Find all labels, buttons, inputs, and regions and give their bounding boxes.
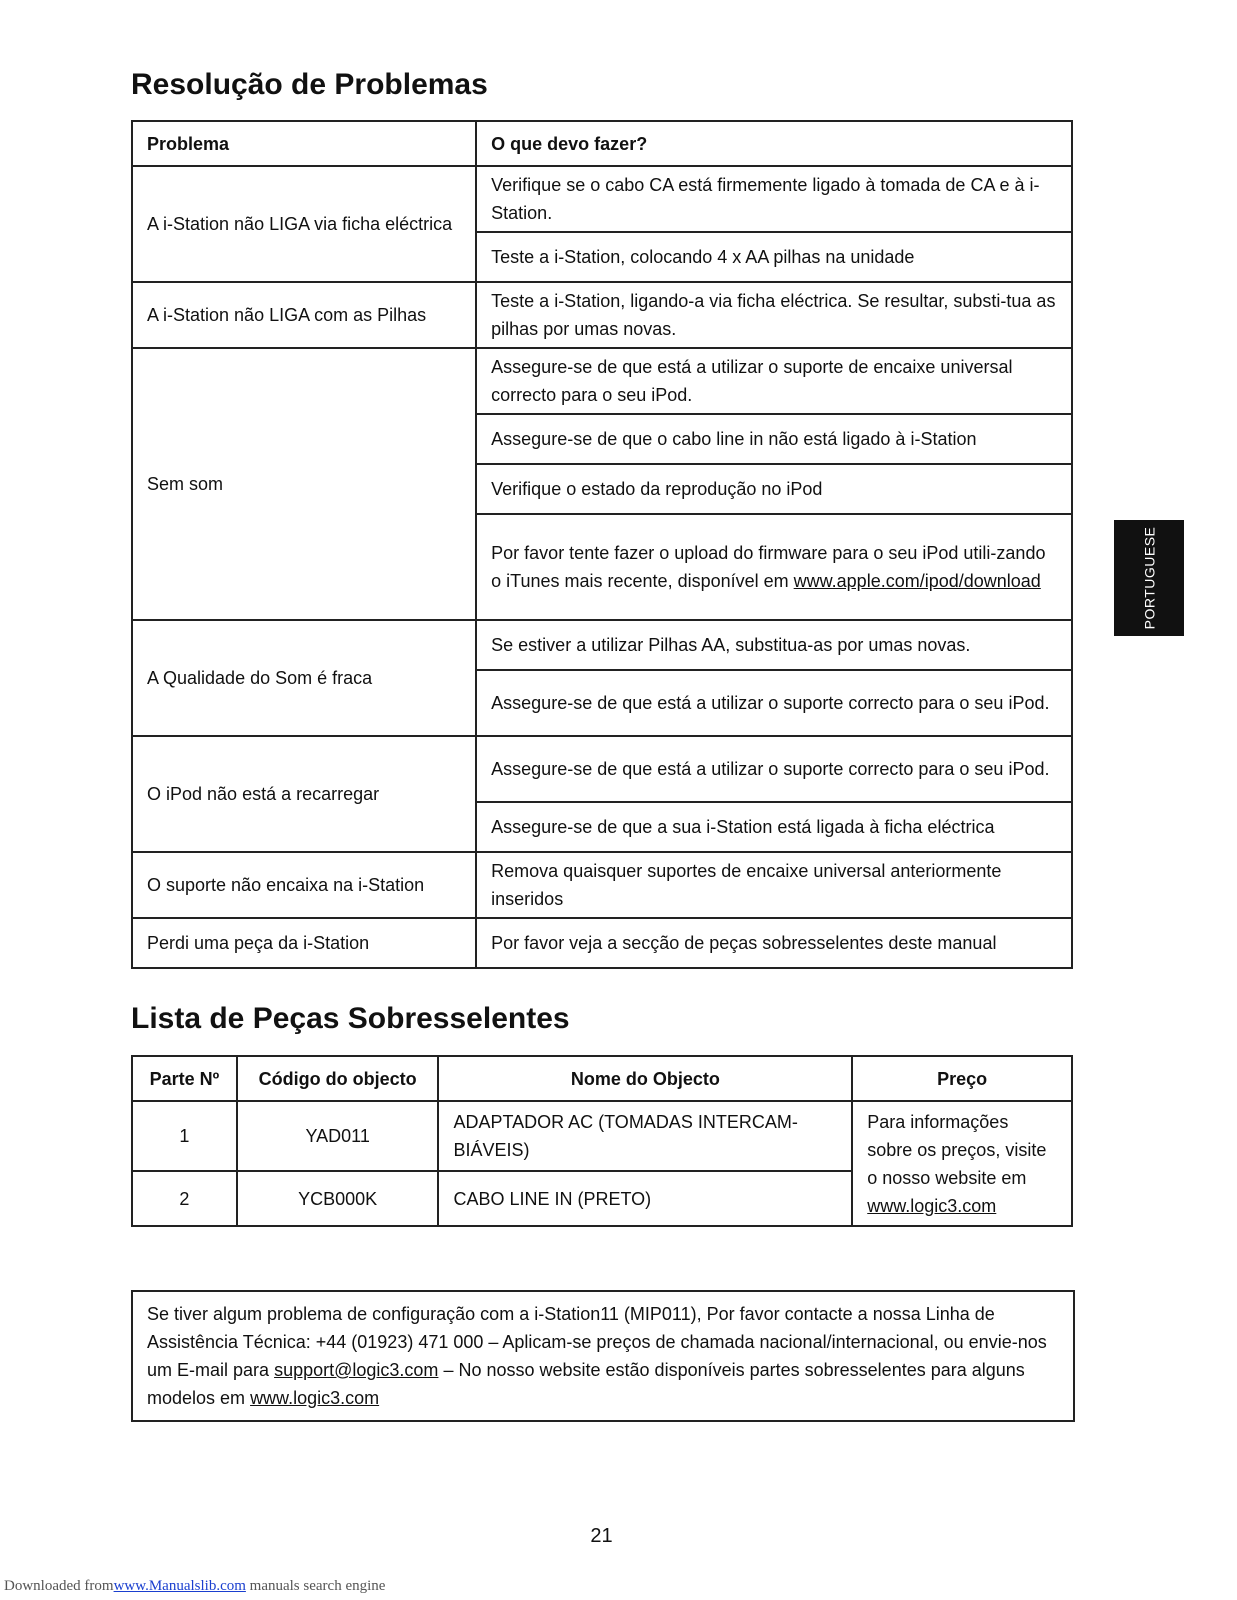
solution-cell: Verifique se o cabo CA está firmemente ligado à tomada de CA e à i-Station. — [476, 166, 1072, 232]
solution-cell: Teste a i-Station, colocando 4 x AA pilhas na unidade — [476, 232, 1072, 282]
code-cell: YAD011 — [237, 1101, 439, 1171]
problem-cell: A i-Station não LIGA via ficha eléctrica — [132, 166, 476, 282]
page-number: 21 — [590, 1525, 613, 1547]
table-row — [132, 1101, 1072, 1171]
part-no-cell: 1 — [132, 1101, 237, 1171]
name-cell: CABO LINE IN (PRETO) — [438, 1171, 852, 1226]
problem-cell: O suporte não encaixa na i-Station — [132, 852, 476, 918]
solution-cell: Assegure-se de que está a utilizar o suporte de encaixe universal correcto para o seu iPod. — [476, 348, 1072, 414]
solution-cell: Verifique o estado da reprodução no iPod — [476, 464, 1072, 514]
table-row — [132, 620, 1072, 670]
parts-title: Lista de Peças Sobresselentes — [131, 1002, 570, 1035]
solution-cell — [476, 514, 1072, 620]
table-row — [132, 166, 1072, 232]
header-name: Nome do Objecto — [438, 1056, 852, 1101]
solution-cell: Assegure-se de que está a utilizar o suporte correcto para o seu iPod. — [476, 736, 1072, 802]
table-row — [132, 282, 1072, 348]
problem-cell: Sem som — [132, 348, 476, 620]
price-text: Para informações sobre os preços, visite o nosso website em — [867, 1111, 1047, 1188]
contact-text: Se tiver algum problema de configuração com a i-Station11 (MIP011), Por favor contacte a nossa Linha de Assistência Técnica: +44 (01923) 471 000 – Aplicam-se preços de chamada nacional/internacional, ou envie-nos um E-mail para — [147, 1304, 1047, 1380]
table-row — [132, 852, 1072, 918]
solution-cell: Por favor veja a secção de peças sobresselentes deste manual — [476, 918, 1072, 968]
header-code: Código do objecto — [237, 1056, 439, 1101]
logic3-website-link[interactable]: www.logic3.com — [867, 1195, 997, 1216]
table-row — [132, 918, 1072, 968]
troubleshooting-table — [131, 120, 1073, 969]
problem-cell: A i-Station não LIGA com as Pilhas — [132, 282, 476, 348]
support-email-link[interactable]: support@logic3.com — [274, 1360, 439, 1380]
table-header-row — [132, 121, 1072, 166]
name-cell: ADAPTADOR AC (TOMADAS INTERCAM-BIÁVEIS) — [438, 1101, 852, 1171]
parts-table — [131, 1055, 1073, 1227]
footer-suffix: manuals search engine — [249, 1578, 386, 1594]
download-footer — [4, 1578, 385, 1595]
solution-cell: Assegure-se de que o cabo line in não está ligado à i-Station — [476, 414, 1072, 464]
header-problem: Problema — [132, 121, 476, 166]
manualslib-link[interactable]: www.Manualslib.com — [113, 1578, 246, 1594]
support-contact-box — [131, 1290, 1075, 1422]
solution-cell: Se estiver a utilizar Pilhas AA, substitua-as por umas novas. — [476, 620, 1072, 670]
contact-text-2: – No nosso website estão disponíveis partes sobresselentes para alguns modelos em — [147, 1360, 1025, 1408]
language-label: PORTUGUESE — [1141, 526, 1158, 630]
solution-cell: Assegure-se de que a sua i-Station está ligada à ficha eléctrica — [476, 802, 1072, 852]
table-row — [132, 348, 1072, 414]
solution-cell: Remova quaisquer suportes de encaixe universal anteriormente inseridos — [476, 852, 1072, 918]
apple-ipod-download-link[interactable]: www.apple.com/ipod/download — [793, 571, 1041, 591]
solution-cell: Assegure-se de que está a utilizar o suporte correcto para o seu iPod. — [476, 670, 1072, 736]
header-price: Preço — [852, 1056, 1072, 1101]
firmware-text: Por favor tente fazer o upload do firmware para o seu iPod utili-zando o iTunes mais recente, disponível em — [491, 543, 1046, 591]
header-action: O que devo fazer? — [476, 121, 1072, 166]
logic3-website-link[interactable]: www.logic3.com — [250, 1388, 380, 1408]
problem-cell: A Qualidade do Som é fraca — [132, 620, 476, 736]
solution-cell: Teste a i-Station, ligando-a via ficha eléctrica. Se resultar, substi-tua as pilhas por umas novas. — [476, 282, 1072, 348]
problem-cell: O iPod não está a recarregar — [132, 736, 476, 852]
language-side-tab — [1114, 520, 1184, 636]
problem-cell: Perdi uma peça da i-Station — [132, 918, 476, 968]
table-header-row — [132, 1056, 1072, 1101]
table-row — [132, 736, 1072, 802]
header-part-no: Parte Nº — [132, 1056, 237, 1101]
footer-prefix: Downloaded from — [4, 1578, 114, 1594]
part-no-cell: 2 — [132, 1171, 237, 1226]
price-cell — [852, 1101, 1072, 1226]
troubleshooting-title: Resolução de Problemas — [131, 68, 488, 101]
code-cell: YCB000K — [237, 1171, 439, 1226]
